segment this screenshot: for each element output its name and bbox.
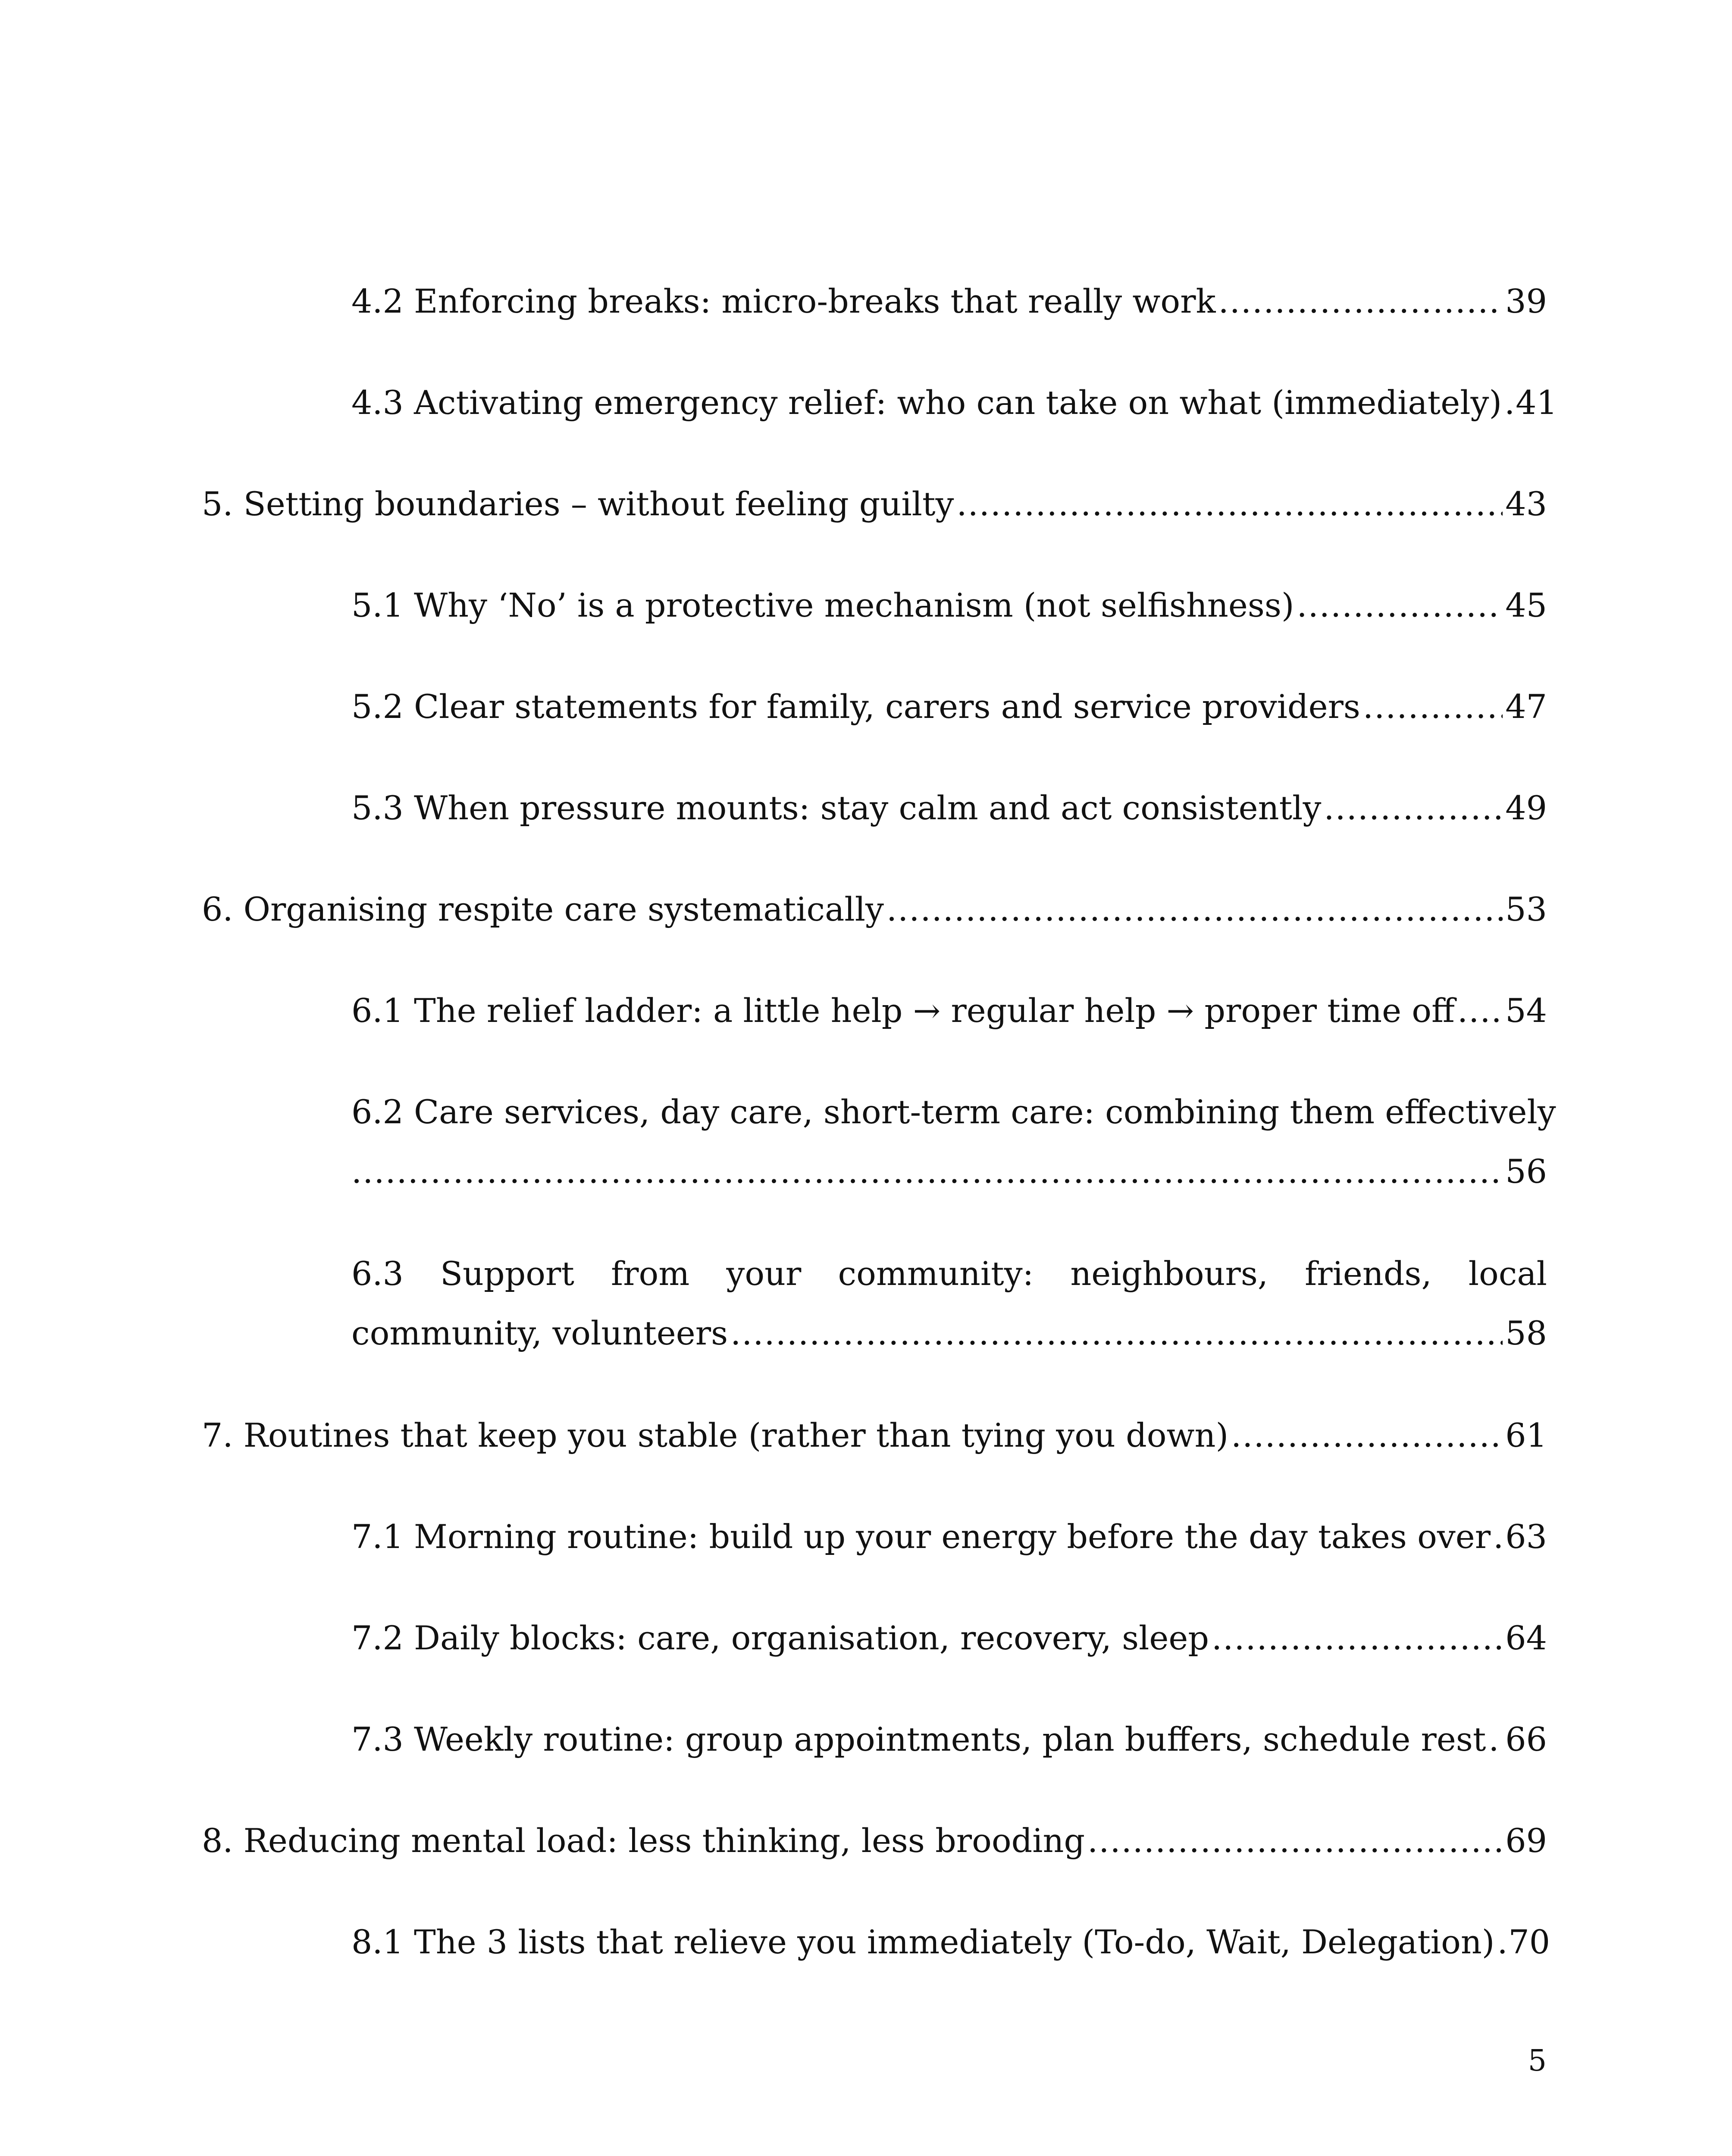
dot-leader (956, 474, 1503, 534)
dot-leader (1324, 778, 1503, 838)
toc-entry-page: 41 (1516, 383, 1557, 422)
toc-entry-title: 6. Organising respite care systematically (202, 890, 884, 928)
toc-entry-page: 43 (1505, 485, 1547, 523)
toc-entry-page: 56 (1505, 1152, 1547, 1191)
toc-entry-7[interactable] (202, 1406, 1547, 1465)
toc-entry-title: 8.1 The 3 lists that relieve you immediately (To-do, Wait, Delegation) (351, 1923, 1495, 1961)
dot-leader (730, 1304, 1503, 1363)
dot-leader (1231, 1406, 1503, 1465)
toc-entry-title: 4.2 Enforcing breaks: micro-breaks that really work (351, 282, 1216, 320)
dot-leader (1218, 272, 1503, 331)
toc-entry-title: 5.1 Why ‘No’ is a protective mechanism (not selfishness) (351, 586, 1294, 624)
toc-entry-page: 47 (1505, 687, 1547, 726)
toc-entry-title: 5.2 Clear statements for family, carers and service providers (351, 687, 1360, 726)
toc-entry-title: 7. Routines that keep you stable (rather than tying you down) (202, 1416, 1229, 1454)
dot-leader (1457, 981, 1503, 1040)
toc-entry-page: 39 (1505, 282, 1547, 320)
toc-entry-7-2[interactable] (351, 1608, 1547, 1668)
toc-entry-title: 7.3 Weekly routine: group appointments, plan buffers, schedule rest (351, 1720, 1486, 1758)
toc-entry-page: 70 (1508, 1923, 1550, 1961)
toc-entry-title: 5. Setting boundaries – without feeling guilty (202, 485, 954, 523)
toc-entry-title: 6.2 Care services, day care, short-term care: combining them effectively (351, 1093, 1556, 1131)
toc-entry-5[interactable] (202, 474, 1547, 534)
toc-entry-title: 6.1 The relief ladder: a little help → regular help → proper time off (351, 991, 1455, 1030)
toc-entry-page: 45 (1505, 586, 1547, 624)
dot-leader (1497, 1912, 1506, 1972)
toc-entry-5-1[interactable] (351, 576, 1547, 635)
dot-leader (1488, 1710, 1503, 1769)
toc-entry-5-2[interactable] (351, 677, 1547, 736)
toc-entry-page: 63 (1505, 1517, 1547, 1556)
toc-entry-page: 66 (1505, 1720, 1547, 1758)
toc-entry-page: 49 (1505, 789, 1547, 827)
toc-entry-6-2[interactable] (351, 1082, 1556, 1201)
toc-entry-page: 64 (1505, 1619, 1547, 1657)
toc-entry-title: 7.2 Daily blocks: care, organisation, recovery, sleep (351, 1619, 1209, 1657)
toc-entry-page: 58 (1505, 1314, 1547, 1352)
toc-entry-page: 53 (1505, 890, 1547, 928)
toc-entry-6[interactable] (202, 880, 1547, 939)
toc-entry-8[interactable] (202, 1811, 1547, 1871)
toc-entry-5-3[interactable] (351, 778, 1547, 838)
toc-entry-title-line-2: community, volunteers (351, 1314, 728, 1352)
toc-entry-title: 7.1 Morning routine: build up your energy before the day takes over (351, 1517, 1491, 1556)
toc-entry-8-1[interactable] (351, 1912, 1550, 1972)
dot-leader (1297, 576, 1503, 635)
dot-leader (1363, 677, 1503, 736)
toc-entry-page: 61 (1505, 1416, 1547, 1454)
toc-entry-title-line-1: 6.3 Support from your community: neighbours, friends, local (351, 1254, 1547, 1293)
dot-leader (1493, 1507, 1503, 1567)
dot-leader (886, 880, 1503, 939)
toc-entry-4-3[interactable] (351, 373, 1557, 432)
dot-leader (1212, 1608, 1503, 1668)
toc-entry-4-2[interactable] (351, 272, 1547, 331)
toc-entry-title: 8. Reducing mental load: less thinking, less brooding (202, 1821, 1085, 1860)
toc-entry-title: 4.3 Activating emergency relief: who can take on what (immediately) (351, 383, 1502, 422)
toc-entry-7-1[interactable] (351, 1507, 1547, 1567)
page-number: 5 (1528, 2044, 1547, 2078)
toc-entry-7-3[interactable] (351, 1710, 1547, 1769)
toc-entry-page: 54 (1505, 991, 1547, 1030)
toc-entry-6-1[interactable] (351, 981, 1547, 1040)
dot-leader (351, 1142, 1503, 1201)
dot-leader (1504, 373, 1513, 432)
toc-entry-6-3[interactable] (351, 1244, 1547, 1363)
dot-leader (1087, 1811, 1503, 1871)
toc-entry-title: 5.3 When pressure mounts: stay calm and act consistently (351, 789, 1322, 827)
toc-entry-page: 69 (1505, 1821, 1547, 1860)
